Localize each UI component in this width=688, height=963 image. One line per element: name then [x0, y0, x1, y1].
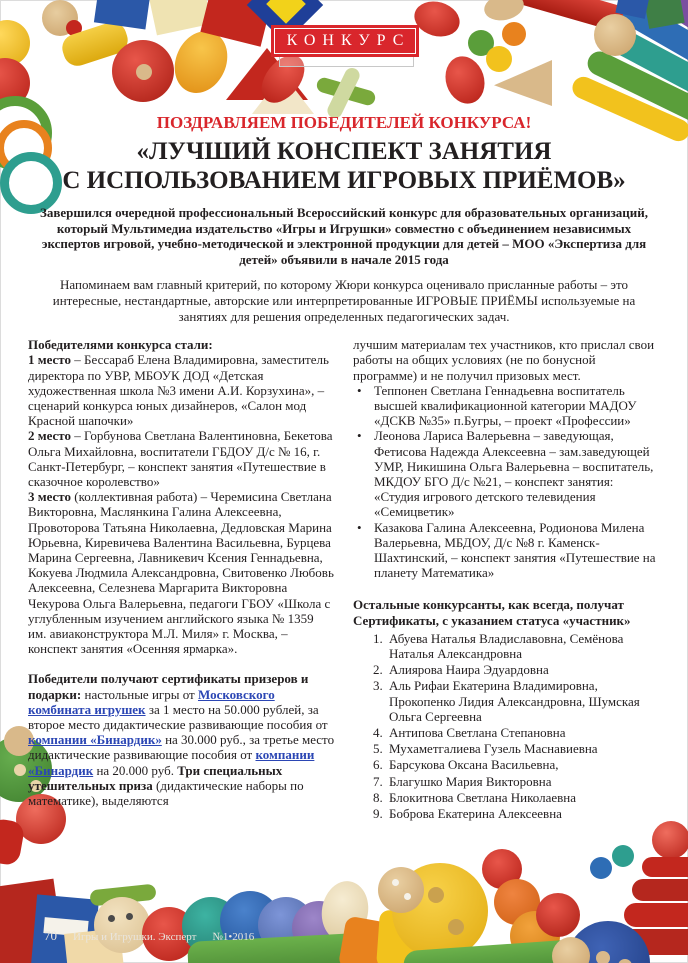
toy-eye	[108, 915, 115, 922]
list-item: 9. Боброва Екатерина Алексеевна	[386, 806, 660, 821]
special-prizes-lead: Три специальных утешительных приза	[28, 762, 283, 793]
continuation-paragraph: лучшим материалам тех участников, кто прислал свои работы на общих условиях (не по бонусной программе) и не получил призовых мест.	[353, 337, 655, 383]
list-item: • Теппонен Светлана Геннадьевна воспитатель высшей квалификационной категории МАДОУ «ДСКВ №35» п.Бугры, – проект «Профессии»	[353, 383, 660, 429]
participants-list	[353, 631, 660, 821]
magazine-title: Игры и Игрушки. Эксперт	[73, 931, 197, 943]
banner-label: КОНКУРС	[286, 32, 411, 49]
list-item: • Леонова Лариса Валерьевна – заведующая, Фетисова Надежда Алексеевна – зам.заведующей УМР, Никишина Ольга Валерьевна – воспитатель, МКДОУ БГО Д/с №21, – конспект занятия: «Студия игрового детского телевидения «Семицветик»	[353, 428, 660, 519]
title-line-1: «ЛУЧШИЙ КОНСПЕКТ ЗАНЯТИЯ	[136, 138, 552, 165]
toy-cone-ring	[632, 879, 688, 901]
list-item: 3. Аль Рифаи Екатерина Владимировна, Прокопенко Лидия Александровна, Шумская Ольга Сергеевна	[386, 678, 660, 724]
place1-paragraph: 1 место – Бессараб Елена Владимировна, заместитель директора по УВР, МБОУК ДОД «Детская художественная школа №3 имени А.И. Корзухина», – сценарий конкурса юных дизайнеров, «Салон мод Красной шапочки»	[28, 352, 329, 429]
place2-label: 2 место	[28, 428, 72, 444]
list-item: 5. Мухаметгалиева Гузель Маснавиевна	[386, 741, 660, 756]
link-binardik-1[interactable]: компании «Бинардик»	[28, 732, 162, 748]
special-prize-winners-list	[353, 383, 660, 581]
left-column	[28, 337, 335, 822]
place2-paragraph: 2 место – Горбунова Светлана Валентиновна, Бекетова Ольга Михайловна, воспитатели ГБДОУ Д/с № 16, г. Санкт-Петербург, – конспект занятия «Путешествие в сказочное королевство»	[28, 428, 333, 489]
congrats-heading: ПОЗДРАВЛЯЕМ ПОБЕДИТЕЛЕЙ КОНКУРСА!	[156, 113, 532, 132]
toy-hole	[448, 919, 464, 935]
page-number: 70	[44, 928, 57, 943]
link-moscow-toy-factory[interactable]: Московского комбината игрушек	[28, 686, 275, 717]
toy-cone-ring	[642, 857, 688, 877]
toy-ball-red	[652, 821, 688, 859]
page-title	[28, 137, 660, 195]
toy-bead	[612, 845, 634, 867]
list-item: 4. Антипова Светлана Степановна	[386, 725, 660, 740]
prizes-lead: Победители получают сертификаты призеров и подарки:	[28, 671, 309, 702]
konkurs-banner	[271, 25, 419, 57]
toy-ladybug-head	[378, 867, 424, 913]
toy-eye	[126, 913, 133, 920]
toy-bead	[536, 893, 580, 937]
toy-pin	[404, 893, 411, 900]
list-item: 1. Абуева Наталья Владиславовна, Семёнова Наталья Александровна	[386, 631, 660, 661]
certificates-heading: Остальные конкурсанты, как всегда, получат Сертификаты, с указанием статуса «участник»	[353, 597, 631, 628]
toy-cone-ring	[624, 903, 688, 927]
title-line-2: С ИСПОЛЬЗОВАНИЕМ ИГРОВЫХ ПРИЁМОВ»	[62, 167, 626, 194]
list-item: • Казакова Галина Алексеевна, Родионова Милена Валерьевна, МБДОУ, Д/с №8 г. Каменск-Шахтинский, – конспект занятия «Путешествие на планету Математика»	[353, 520, 660, 581]
toy-pin	[392, 879, 399, 886]
issue-number: №1•2016	[212, 931, 255, 943]
link-binardik-2[interactable]: компании «Бинардик	[28, 747, 315, 778]
winners-lead: Победителями конкурса стали:	[28, 337, 213, 353]
list-item: 8. Блокитнова Светлана Николаевна	[386, 790, 660, 805]
right-column	[353, 337, 660, 822]
list-item: 7. Благушко Мария Викторовна	[386, 774, 660, 789]
two-column-body	[28, 337, 660, 822]
place1-label: 1 место	[28, 352, 72, 368]
toy-hole	[596, 951, 610, 963]
page-footer	[44, 928, 254, 944]
toy-face	[94, 897, 150, 953]
place3-label: 3 место	[28, 489, 72, 505]
banner-inner-border	[274, 28, 416, 54]
place3-paragraph: 3 место (коллективная работа) – Черемисина Светлана Викторовна, Маслянкина Галина Алексеевна, Провоторова Татьяна Николаевна, Дедловская Марина Юрьевна, Киревичева Валентина Васильевна, Бурцева Марина Сергеевна, Лавникевич Ксения Геннадьевна, Кокуева Людмила Александровна, Свитовенко Любовь Алексеевна, Селезнева Маргарита Викторовна Чекурова Ольга Валерьевна, педагоги ГБОУ «Школа с углубленным изучением английского языка № 1359 им. авиаконструктора М.Л. Миля» г. Москва, – конспект занятия «Осенняя ярмарка».	[28, 489, 334, 657]
list-item: 2. Алиярова Наира Эдуардовна	[386, 662, 660, 677]
toy-hole	[428, 887, 444, 903]
list-item: 6. Барсукова Оксана Васильевна,	[386, 757, 660, 772]
prizes-paragraph: Победители получают сертификаты призеров и подарки: настольные игры от Московского комбината игрушек за 1 место на 50.000 рублей, за второе место дидактические развивающие пособия от компании «Бинардик» на 30.000 руб., за третье место дидактические развивающие пособия от компании «Бинардик на 20.000 руб. Три специальных утешительных приза (дидактические наборы по математике), выделяются	[28, 671, 335, 809]
intro-paragraph: Завершился очередной профессиональный Всероссийский конкурс для образовательных организаций, который Мультимедиа издательство «Игры и Игрушки» совместно с объединением независимых экспертов игровой, учебно-методической и электронной продукции для детей – МОО «Экспертиза для детей» объявили в начале 2015 года	[39, 205, 649, 267]
toy-bead	[590, 857, 612, 879]
criteria-paragraph: Напоминаем вам главный критерий, по которому Жюри конкурса оценивало присланные работы – это интересные, нестандартные, авторские или интерпретированные ИГРОВЫЕ ПРИЁМЫ используемые на занятиях для решения определенных педагогических задач.	[52, 277, 636, 324]
